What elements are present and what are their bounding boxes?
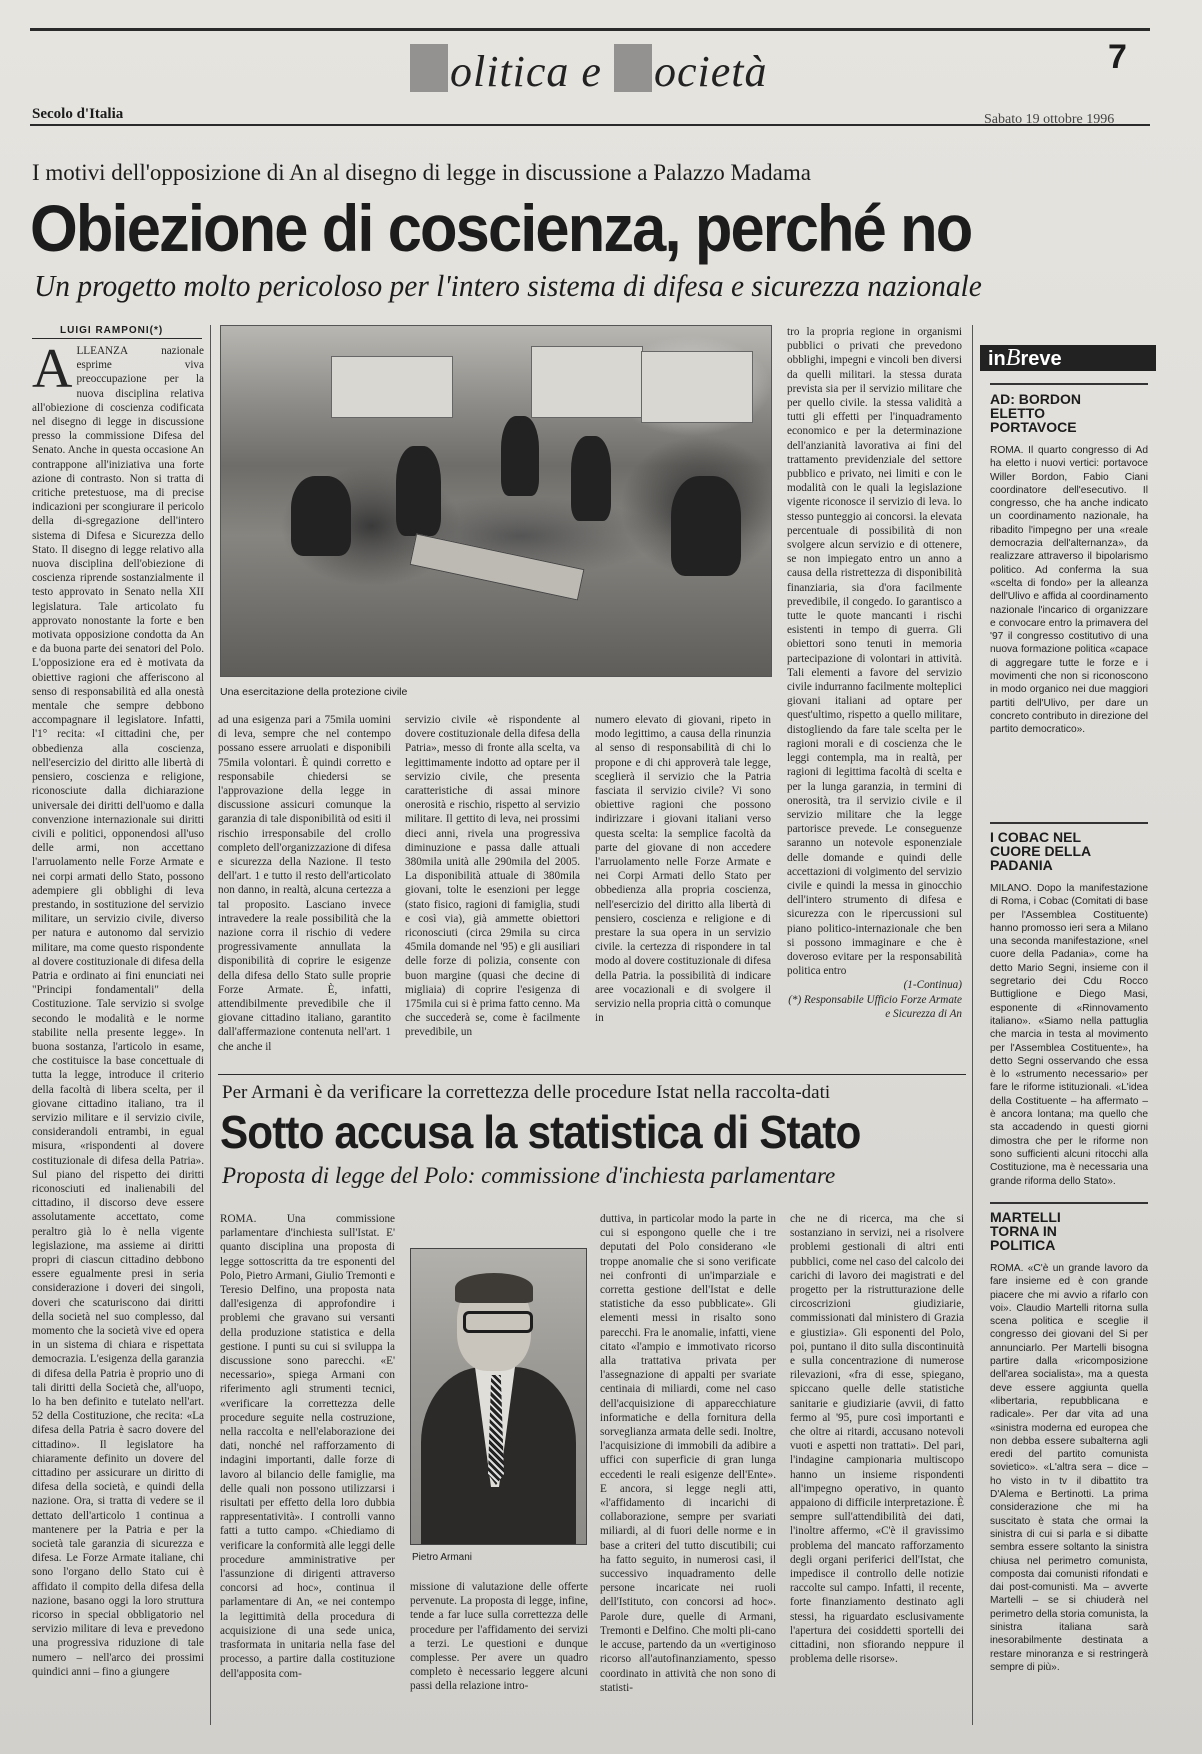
civil-protection-photo: [220, 325, 772, 677]
article1-col1: [32, 344, 204, 1722]
article2-kicker: Per Armani è da verificare la correttezza delle procedure Istat nella raccolta-dati: [222, 1082, 831, 1103]
brief-title: I COBAC NEL CUORE DELLA PADANIA: [990, 829, 1091, 873]
glasses-shape: [463, 1311, 533, 1333]
article1-author: LUIGI RAMPONI(*): [60, 325, 164, 336]
section-title-end: ocietà: [653, 47, 768, 96]
article1-subhead: Un progetto molto pericoloso per l'intero sistema di difesa e sicurezza nazionale: [34, 268, 982, 303]
brief-text: ROMA. «C'è un grande lavoro da fare insieme ed è con grande piacere che mi avvio a rifarlo con voi». Claudio Martelli ritorna sulla scena politica e sceglie il congresso dei giovani del Si per annunciarlo. Per Martelli bisogna partire dalla «ricomposizione dell'area socialista», ma a questa deve essere aggiunta quella «libertaria, repubblicana e radicale». Per dar vita ad una «sinistra moderna ed europea che non debba essere subalterna agli eredi del partito comunista sovietico». «L'altra sera – dice – ho visto in tv il dibattito tra D'Alema e Bertinotti. La prima considerazione che mi ha suscitato è stata che ormai la sinistra di cui si parla e si dibatte sembra essere soltanto la sinistra chiusa nel perimetro comunista, composta dai comunisti rifondati e dai post-comunisti. Ma – avverte Martelli – se si chiuderà nel perimetro della storia comunista, la sinistra italiana sarà inesorabilmente destinata a restare minoranza e si restringerà sempre di più».: [990, 1263, 1148, 1673]
section-title: [410, 44, 810, 104]
brief-text: ROMA. Il quarto congresso di Ad ha eletto i nuovi vertici: portavoce Willer Bordon, Fabio Ciani coordinatore dell'esecutivo. Il congresso, che ha anche indicato un coordinamento nazionale, ha ribadito l'impegno per una «reale democrazia dell'alternanza», da realizzare attraverso il bipolarismo politico. Ad conferma la sua «scelta di fondo» per la alleanza dell'Ulivo e affida al coordinamento nazionale l'incarico di organizzare e convocare entro la primavera del '97 il congresso costitutivo di una nuova formazione politica «capace di aggregare tutte le forze e i movimenti che non si riconoscono in modo organico nei due maggiori partiti dell'Ulivo, per dare un concreto contributo in direzione del partito democratico».: [990, 445, 1148, 736]
in-breve-rest: reve: [1020, 348, 1062, 370]
article1-col3: servizio civile «è rispondente al dovere costituzionale della difesa della Patria», messo di fronte alla scelta, va legittimamente indotto ad optare per il servizio civile, che presenta caratteristiche di assai minore onerosità e rischio, rispetto al servizio militare. Il gettito di leva, nei prossimi dieci anni, rivela una progressiva diminuzione e passa dalle attuali 380mila unità alle 290mila del 2005. La disponibilità attuale di 380mila giovani, tolte le esenzioni per legge (stato fisico, ragioni di famiglia, studi e così via), già ammette obiettori riconosciuti (circa 29mila su circa 45mila domande nel '95) e gli ausiliari delle forze di polizia, consente con buon margine (quasi che decine di migliaia) di coprire l'esigenza di 175mila cui si è prima fatto cenno. Ma che succederà se, come è facilmente prevedibile, un: [405, 714, 580, 1039]
article2-col1: ROMA. Una commissione parlamentare d'inchiesta sull'Istat. E' quanto disciplina una proposta di legge sottoscritta da tre esponenti del Polo, Pietro Armani, Giulio Tremonti e Teresio Delfino, una proposta nata dall'esigenza di approfondire i problemi che gravano sui versanti della produzione statistica e della gestione. I punti su cui si sviluppa la discussione sono parecchi. «E' necessario», spiega Armani con riferimento agli strumenti tecnici, «verificare la correttezza delle procedure seguite nella costruzione, nella raccolta e nell'elaborazione dei dati, nonché nel rafforzamento di indagini importanti, dalle forze di lavoro al bilancio delle famiglie, ma delle quali non possono utilizzarsi i risultati per effetto della loro dubbia rappresentatività». I controlli vanno fatti a tutto campo. «Chiediamo di verificare la conformità alle leggi delle procedure amministrative per l'assunzione di dirigenti attraverso concorsi ad hoc», continua il parlamentare di An, «e nei contempo la legittimità della procedura di acquisizione di una sede unica, trasformata in unitaria nella fase del processo, a partire dalla costituzione dell'apposita com-: [220, 1213, 395, 1680]
brief-rule: [990, 383, 1148, 385]
ambulance-shape: [641, 351, 753, 423]
brief-text: MILANO. Dopo la manifestazione di Roma, i Cobac (Comitati di base per l'Assemblea Costituente) hanno promosso ieri sera a Milano una seconda manifestazione, «nel cuore della Padania», come ha detto Mario Segni, insieme con il segretario dei Cdu Rocco Buttiglione e Diego Masi, esponente di «Rinnovamento italiano». «Siamo nella pattuglia che marcia in testa al movimento per l'Assemblea Costituente», ha detto Segni osservando che essa è lo «strumento necessario» per fare le riforme istituzionali. «L'idea della Costituente – ha affermato – è ancora lontana; ma quello che sta accadendo in questi giorni dimostra che per le riforme non sono sufficienti alcuni ritocchi alla Costituzione, ma è necessaria una grande riforma dello Stato».: [990, 883, 1148, 1187]
photo2-caption: Pietro Armani: [412, 1552, 473, 1563]
section-title-mid: olitica e: [450, 47, 614, 96]
rescuer-figure: [671, 476, 741, 576]
paper-name: Secolo d'Italia: [32, 106, 124, 122]
in-breve-label: [980, 345, 1156, 371]
article2-col3: duttiva, in particolar modo la parte in cui si espongono quelle che i tre deputati del Polo considerano «le troppe anomalie che si sono verificate nei confronti di un'imparziale e corretta gestione dell'Istat e delle statistiche da esso pubblicate». Gli elementi messi in risalto sono parecchi. Fra le anomalie, infatti, viene citato «l'ampio e immotivato ricorso alla trattativa privata per l'assegnazione di appalti per svariate centinaia di miliardi, come nel caso dell'acquisizione di apparecchiature informatiche e della fornitura della sorveglianza armata delle sedi. Inoltre, l'acquisizione di immobili da adibire a uffici con superficie di gran lunga eccedenti le reali esigenze dell'Ente». E ancora, si legge negli atti, «l'affidamento di incarichi di collaborazione, sempre per svariati miliardi, al di fuori delle norme e in base a criteri del tutto discutibili; cui ha fatto seguito, in numerosi casi, il successivo inquadramento delle persone incaricate nei ruoli dell'Istituto, con concorsi ad hoc». Parole dure, quelle di Armani, Tremonti e Delfino. Che molti pli-cano le accuse, partendo da un «vertiginoso ricorso all'autofinanziamento, spesso coordinato in attività che non sono di statisti-: [600, 1213, 776, 1694]
article1-kicker: I motivi dell'opposizione di An al disegno di legge in discussione a Palazzo Madama: [32, 160, 811, 185]
in-breve-b: B: [1005, 345, 1021, 371]
rescuer-figure: [501, 416, 539, 496]
brief-rule: [990, 1202, 1148, 1204]
top-rule: [30, 28, 1150, 31]
armani-portrait-photo: [410, 1248, 587, 1545]
masthead-rule: [30, 124, 1150, 126]
section-title-s: [614, 44, 652, 92]
article1-dropcap: A: [32, 344, 73, 400]
rescuer-figure: [571, 436, 611, 521]
article1-footnote: (*) Responsabile Ufficio Forze Armate e Sicurezza di An: [788, 993, 962, 1020]
article2-rule: [218, 1074, 966, 1075]
rescuer-figure: [291, 476, 351, 556]
brief-title: AD: BORDON ELETTO PORTAVOCE: [990, 391, 1081, 435]
page-number: 7: [1108, 38, 1127, 76]
ambulance-shape: [331, 356, 453, 418]
article2-col2: missione di valutazione delle offerte pervenute. La proposta di legge, infine, tende a far luce sulla correttezza delle procedure per l'affidamento dei servizi a terzi. Le questioni e dunque complesse. Per avere un quadro completo è necessario leggere alcuni passi della relazione intro-: [410, 1581, 588, 1693]
stretcher-shape: [410, 533, 585, 600]
brief-rule: [990, 822, 1148, 824]
paper-date: Sabato 19 ottobre 1996: [984, 112, 1115, 127]
article1-col1-text: LLEANZA nazionale esprime viva preoccupazione per la nuova disciplina relativa all'obiezione di coscienza codificata nel disegno di legge in discussione presso la commissione Difesa del Senato. Anche in questa occasione An contrappone all'iniziativa una forte azione di contrasto. Non si tratta di critiche pretestuose, ma di precise indicazioni per scongiurare il pericolo della di-sgregazione dell'intero sistema di Difesa e Sicurezza dello Stato. Il disegno di legge relativo alla nuova disciplina dell'obiezione di coscienza riprende sostanzialmente il testo approvato in Senato nella XII legislatura. Tale articolato fu approvato nonostante la forte e ben motivata opposizione condotta da An e da buona parte dei senatori del Polo. L'opposizione era ed è motivata da obiettive ragioni che afferiscono al senso di responsabilità ed alla onestà mentale che sempre debbono accompagnare il legislatore. Infatti, l'1° recita: «I cittadini che, per obbedienza alla coscienza, nell'esercizio del diritto alle libertà di pensiero, coscienza e religione, riconosciute dalla dichiarazione universale dei diritti dell'uomo e dalla convenzione internazionale sui diritti civili e politici, opponendosi all'uso delle armi, non accettano l'arruolamento nelle Forze Armate e nei corpi armati dello Stato, possono adempiere gli obblighi di leva prestando, in sostituzione del servizio militare, un servizio civile, diverso per natura e autonomo dal servizio militare, ma come questo rispondente al dovere costituzionale di difesa della Patria e ordinato ai fini enunciati nei "Principi fondamentali" della Costituzione. Tale servizio si svolge secondo le modalità e le norme stabilite nella presente legge». In buona sostanza, l'articolo in esame, che costituisce la base concettuale di tutta la legge, introduce il criterio della facoltà di libera scelta, per il giovane cittadino italiano, tra il servizio militare e il servizio civile, considerandoli entrambi, in egual misura, «rispondenti al dovere costituzionale di difesa della Patria». Sul piano del rispetto dei diritti riconosciuti ed inalienabili del cittadino, il discorso deve essere assolutamente accettato, come peraltro già lo è nella vigente legislazione, ma assieme ai diritti propri di ciascun cittadino debbono essere egualmente presi in seria considerazione i doveri dei singoli, doveri che scaturiscono dai diritti della società nel suo complesso, dal momento che la società vive ed opera in un sistema di chiara e rispettata democrazia. L'esigenza della garanzia di difesa della Patria è proprio uno di tali diritti della Società che, all'uopo, lo ha ben definito e tutelato nell'art. 52 della Costituzione, che recita: «La difesa della Patria è sacro dovere del cittadino». Il legislatore ha chiaramente definito un dovere del cittadino per assicurare un diritto di difesa della società, e quindi della nazione. Ora, si tratta di vedere se il dettato dell'articolo 1 continua a mantenere per la Patria e per la società tale garanzia di sicurezza e difesa. Le Forze Armate italiane, chi sono l'organo dello Stato cui è affidato il compito della difesa della nazione, basano oggi la loro struttura ricorso in special obbligatorio nel servizio militare di leva e prevedono una progressiva riduzione di tale numero – nell'arco dei prossimi quindici anni – fino a giungere: [32, 345, 204, 1678]
article1-col5: [787, 325, 962, 1063]
rescuer-figure: [396, 446, 441, 536]
article1-col4: numero elevato di giovani, ripeto in modo legittimo, a causa della rinunzia al senso di responsabilità di chi lo propone e di chi approverà tale legge, sceglierà il servizio che la Patria fasciata il servizio civile? Vi sono obiettive ragioni che possono indirizzare i giovani italiani verso questa scelta: la semplice facoltà da parte del giovane di non accedere l'arruolamento nelle Forze Armate e nei Corpi Armati dello Stato per obbedienza alla propria coscienza, nell'esercizio del diritto alla libertà di pensiero, coscienza e religione e di prestare la sua opera in un servizio civile. la certezza di rispondere in tal modo al dovere costituzionale di difesa della Patria. la possibilità di indicare aree vocazionali e di svolgere il servizio nella propria città o comunque in: [595, 714, 771, 1025]
article2-headline: Sotto accusa la statistica di Stato: [220, 1106, 861, 1158]
author-rule: [32, 338, 202, 339]
article1-continua: (1-Continua): [903, 979, 962, 992]
article2-col4: che ne di ricerca, ma che si sostanziano in servizi, nei a risolvere problemi gestionali di altri enti pubblici, come nel caso del calcolo dei carichi di lavoro dei magistrati e del progetto per la ristrutturazione delle circoscrizioni giudiziarie, commissionati dal ministero di Grazia e giustizia». Gli esponenti del Polo, poi, puntano il dito sulla discontinuità e sulla concentrazione di numerose rilevazioni, «fra di esse, spiegano, spiccano quelle delle statistiche sanitarie e giudiziarie (avvii, di fatto fermo al '95, pure così importanti e che oltre ai ritardi, accusano notevoli vuoti e aspetti non trattati». Del pari, l'indagine campionaria multiscopo hanno un insieme rispondenti all'impegno operativo, in quanto appaiono di difficile interpretazione. È sempre sull'attendibilità dei dati, l'inoltre affermo, «C'è il gravissimo problema del mancato rafforzamento degli organi periferici dell'Istat, che impedisce il controllo delle notizie raccolte sul campo. Infatti, il recente, forte finanziamento destinato agli stessi, ha riguardato esclusivamente l'apertura dei cosiddetti sportelli dei cittadini, non sfiorando neppure il problema delle risorse».: [790, 1213, 964, 1666]
article1-col5-text: tro la propria regione in organismi pubblici o privati che prevedono obblighi, impegni e vincoli ben diversi da quelli militari. la stessa durata prevista sia per il servizio militare che per quello civile. la stessa validità a tutti gli effetti per l'inquadramento economico e per la determinazione dell'anzianità lavorativa ai fini del trattamento previdenziale del settore pubblico e privato, nei limiti e con le modalità con le quali la legislazione vigente riconosce il servizio di leva. lo stesso punteggio ai concorsi. la elevata percentuale di possibilità di non svolgere alcun servizio e di ottenere, se non impiegato entro un anno a causa della ristrettezza di disponibilità finanziaria, sia d'ora facilmente prevedibile, il congedo. Io garantisco a tutte le quote mancanti i rischi esistenti in tempo di guerra. Gli obiettori sono tenuti in memoria partecipazione di volontari in attività. Tali elementi a favore del servizio civile indurranno facilmente molteplici giovani italiani ad optare per quest'ultimo, rispetto a quello militare, distogliendo da fare tale scelta per le ragioni morali e di coscienza che le leggi contempla, ma in realtà, per ragioni di legittima facoltà di scelta e per la lunga garanzia, in termini di onerosità, tra il servizio civile e il servizio militare che la legge partorisce prevede. Le conseguenze saranno un notevole esponenziale delle domande e quindi delle accettazioni di volgimento del servizio civile e quindi la messa in ginocchio dell'intero strumento di difesa e sicurezza con le ripercussioni sul piano politico-internazionale che ben si possono immaginare e che è doveroso evitare per la responsabilità politica entro: [787, 326, 962, 978]
article1-col2: ad una esigenza pari a 75mila uomini di leva, sempre che nel contempo possano essere arruolati e disponibili 75mila volontari. È quindi corretto e responsabile chiedersi se l'approvazione della legge in discussione assicuri comunque la garanzia di tale disponibilità od esiti il rischio irresponsabile del crollo completo dell'organizzazione di difesa e sicurezza della Nazione. Il testo dell'art. 1 e tutto il resto dell'articolato non danno, in realtà, alcuna certezza a tal proposito. Lasciano invece intravedere la reale possibilità che la nazione corra il rischio di vedere progressivamente annullata la disponibilità di coprire le esigenze della difesa dello Stato sulle proprie Forze Armate. È, infatti, attendibilmente prevedibile che il giovane cittadino italiano, garantito dall'affermazione contenuta nell'art. 1 che anche il: [218, 714, 391, 1053]
ambulance-shape: [531, 346, 643, 418]
section-title-p: [410, 44, 448, 92]
article1-headline: Obiezione di coscienza, perché no: [30, 191, 972, 265]
in-breve-in: in: [988, 348, 1006, 370]
article2-subhead: Proposta di legge del Polo: commissione d'inchiesta parlamentare: [222, 1163, 836, 1188]
column-divider: [210, 325, 211, 1725]
photo1-caption: Una esercitazione della protezione civile: [220, 686, 408, 698]
brief-title: MARTELLI TORNA IN POLITICA: [990, 1209, 1061, 1253]
hair-shape: [455, 1273, 533, 1303]
brief-divider: [972, 325, 973, 1725]
